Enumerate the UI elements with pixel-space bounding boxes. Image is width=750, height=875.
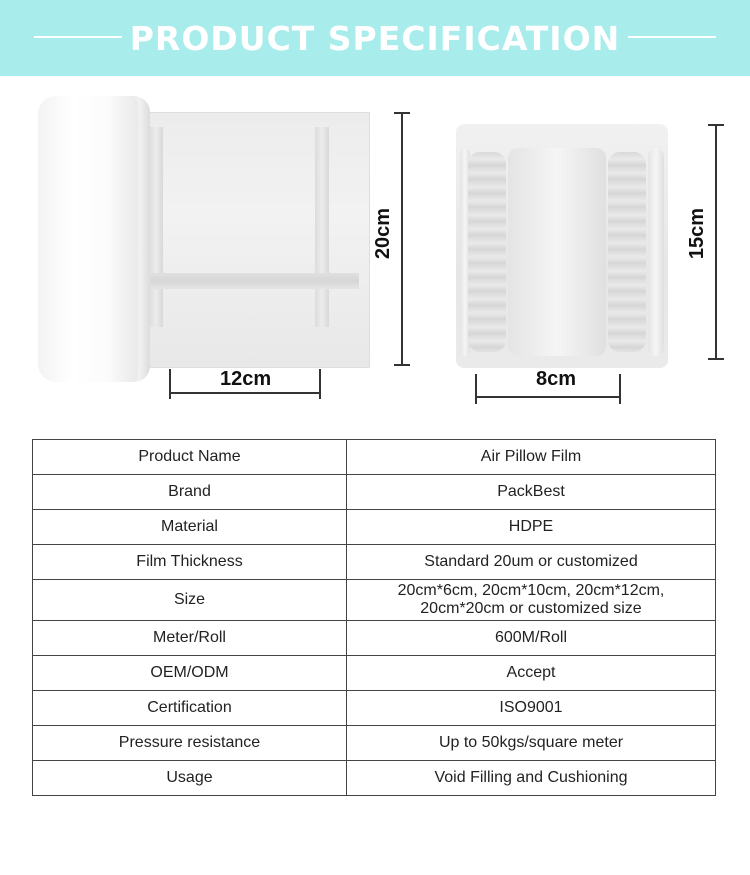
pillow-cell — [508, 148, 606, 356]
dimension-line-horizontal — [475, 396, 621, 398]
spec-value-line: 20cm*20cm or customized size — [420, 600, 642, 617]
dimension-tick — [169, 369, 171, 399]
film-seam — [151, 273, 359, 289]
table-row — [33, 545, 716, 580]
roll-cylinder — [38, 96, 138, 382]
dimension-tick — [394, 364, 410, 366]
banner-divider-left — [34, 36, 122, 38]
spec-key: Material — [33, 510, 347, 545]
spec-key: Brand — [33, 475, 347, 510]
pillow-cell — [648, 148, 664, 356]
table-row — [33, 656, 716, 691]
spec-value — [347, 580, 716, 621]
dimension-tick — [619, 374, 621, 404]
spec-key: Usage — [33, 761, 347, 796]
spec-value: ISO9001 — [347, 691, 716, 726]
table-row — [33, 510, 716, 545]
spec-key: Size — [33, 580, 347, 621]
spec-value: Up to 50kgs/square meter — [347, 726, 716, 761]
spec-value: Air Pillow Film — [347, 440, 716, 475]
height-label-right: 15cm — [686, 207, 709, 260]
table-row — [33, 761, 716, 796]
width-label-right: 8cm — [536, 368, 577, 390]
pillow-seam — [468, 152, 506, 352]
table-row — [33, 580, 716, 621]
banner-divider-right — [628, 36, 716, 38]
spec-key: Certification — [33, 691, 347, 726]
height-label-left: 20cm — [372, 207, 395, 260]
table-row — [33, 475, 716, 510]
spec-value: Void Filling and Cushioning — [347, 761, 716, 796]
page-title: PRODUCT SPECIFICATION — [129, 18, 621, 58]
dimension-line-vertical — [715, 124, 717, 360]
film-seam — [315, 127, 329, 327]
header-banner — [0, 0, 750, 76]
table-row — [33, 691, 716, 726]
table-row — [33, 726, 716, 761]
table-row — [33, 621, 716, 656]
spec-key: Film Thickness — [33, 545, 347, 580]
product-image-pillows — [456, 124, 668, 368]
spec-key: OEM/ODM — [33, 656, 347, 691]
spec-key: Pressure resistance — [33, 726, 347, 761]
dimension-line-horizontal — [169, 392, 321, 394]
film-sheet-left — [138, 112, 370, 368]
dimension-tick — [475, 374, 477, 404]
spec-key: Product Name — [33, 440, 347, 475]
table-row — [33, 440, 716, 475]
spec-value: 600M/Roll — [347, 621, 716, 656]
film-seam — [149, 127, 163, 327]
spec-value: PackBest — [347, 475, 716, 510]
dimension-tick — [319, 369, 321, 399]
spec-value: Standard 20um or customized — [347, 545, 716, 580]
spec-value: Accept — [347, 656, 716, 691]
spec-value: HDPE — [347, 510, 716, 545]
dimension-tick — [708, 358, 724, 360]
spec-key: Meter/Roll — [33, 621, 347, 656]
spec-value-line: 20cm*6cm, 20cm*10cm, 20cm*12cm, — [397, 582, 665, 599]
pillow-seam — [608, 152, 646, 352]
specification-table — [32, 439, 716, 796]
dimension-line-vertical — [401, 112, 403, 366]
width-label-left: 12cm — [220, 368, 272, 390]
